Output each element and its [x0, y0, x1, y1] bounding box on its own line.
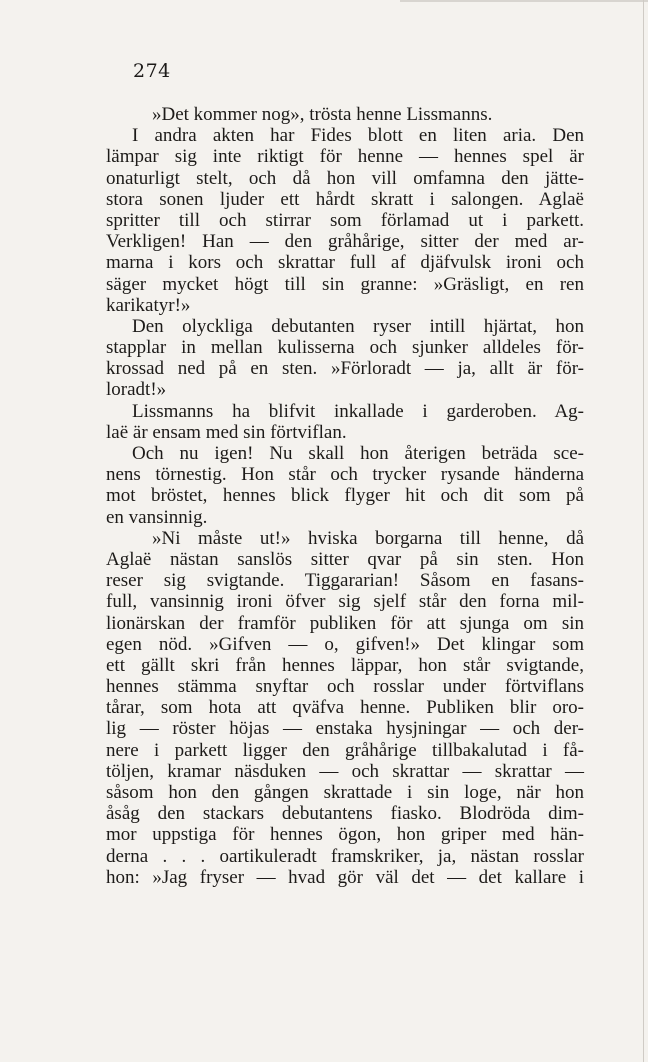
text-line: mor uppstiga för hennes ögon, hon griper med hän-	[106, 824, 584, 846]
text-line: Verkligen! Han — den gråhårige, sitter der med ar-	[106, 231, 584, 253]
text-line: laë är ensam med sin förtviflan.	[106, 421, 347, 443]
text-line: »Ni måste ut!» hviska borgarna till henne, då	[152, 527, 584, 549]
text-line: Den olyckliga debutanten ryser intill hjärtat, hon	[132, 315, 584, 337]
text-line: spritter till och stirrar som förlamad ut i parkett.	[106, 209, 584, 231]
text-line: nere i parkett ligger den gråhårige tillbakalutad i få-	[106, 739, 584, 761]
text-line: »Det kommer nog», trösta henne Lissmanns.	[152, 104, 493, 125]
text-line: nens törnestig. Hon står och trycker rysande händerna	[106, 464, 584, 486]
page-number: 274	[133, 60, 171, 82]
text-line: ett gällt skri från hennes läppar, hon står svigtande,	[106, 654, 584, 676]
text-line: I andra akten har Fides blott en liten aria. Den	[132, 125, 584, 147]
text-line: hon: »Jag fryser — hvad gör väl det — det kallare i	[106, 866, 584, 888]
scan-edge-right	[643, 0, 644, 1062]
text-line: lämpar sig inte riktigt för henne — hennes spel är	[106, 146, 584, 168]
scan-edge-top	[400, 0, 648, 2]
text-line: reser sig svigtande. Tiggararian! Såsom en fasans-	[106, 570, 584, 592]
text-line: såsom hon den gången skrattade i sin loge, när hon	[106, 782, 584, 803]
text-line: säger mycket högt till sin granne: »Gräsligt, en ren	[106, 273, 584, 295]
text-line: karikatyr!»	[106, 294, 191, 316]
text-line: stora sonen ljuder ett hårdt skratt i salongen. Aglaë	[106, 188, 584, 210]
text-line: åsåg den stackars debutantens fiasko. Blodröda dim-	[106, 803, 584, 825]
body-text	[106, 104, 584, 888]
text-line: Lissmanns ha blifvit inkallade i garderoben. Ag-	[132, 400, 584, 422]
text-line: stapplar in mellan kulisserna och sjunker alldeles för-	[106, 337, 584, 359]
text-line: loradt!»	[106, 379, 167, 401]
text-line: töljen, kramar näsduken — och skrattar — skrattar —	[106, 760, 584, 782]
text-line: hennes stämma snyftar och rosslar under förtviflans	[106, 676, 584, 698]
text-line: egen nöd. »Gifven — o, gifven!» Det klingar som	[106, 633, 584, 655]
text-line: krossad ned på en sten. »Förloradt — ja, allt är för-	[106, 358, 584, 380]
text-line: tårar, som hota att qväfva henne. Publiken blir oro-	[106, 697, 584, 719]
text-line: lig — röster höjas — enstaka hysjningar — och der-	[106, 718, 584, 740]
text-line: lionärskan der framför publiken för att sjunga om sin	[106, 612, 584, 634]
text-line: mot bröstet, hennes blick flyger hit och dit som på	[106, 485, 584, 507]
text-line: en vansinnig.	[106, 506, 208, 528]
text-line: Aglaë nästan sanslös sitter qvar på sin sten. Hon	[106, 548, 584, 570]
text-line: marna i kors och skrattar full af djäfvulsk ironi och	[106, 252, 584, 274]
text-line: Och nu igen! Nu skall hon återigen beträda sce-	[132, 443, 584, 464]
text-line: full, vansinnig ironi öfver sig sjelf står den forna mil-	[106, 591, 584, 613]
text-line: onaturligt stelt, och då hon vill omfamna den jätte-	[106, 167, 584, 189]
text-line: derna . . . oartikuleradt framskriker, ja, nästan rosslar	[106, 845, 584, 867]
